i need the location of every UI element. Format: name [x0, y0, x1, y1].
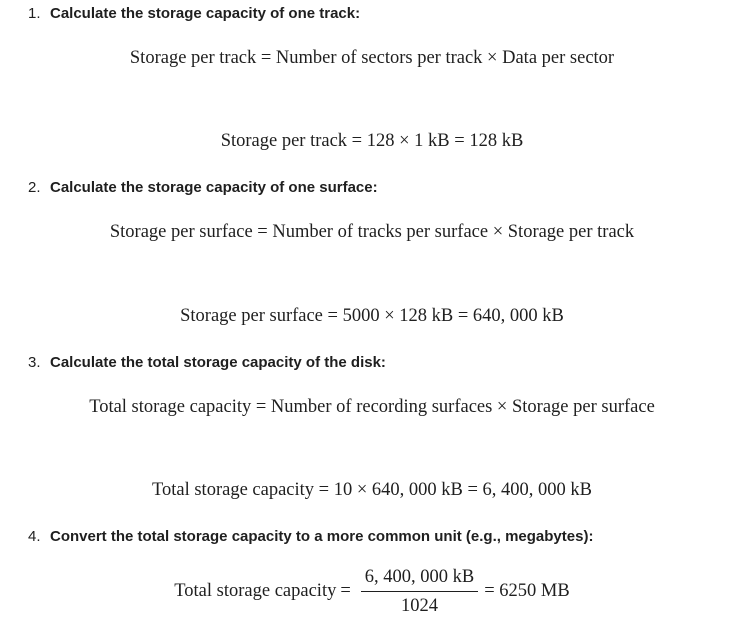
- fraction-denominator: 1024: [401, 596, 438, 616]
- step-4-conversion: [0, 566, 744, 617]
- conversion-lhs: Total storage capacity: [174, 581, 337, 601]
- step-title: Convert the total storage capacity to a more common unit (e.g., megabytes):: [50, 528, 594, 545]
- step-number: 1.: [28, 5, 41, 22]
- conversion-result: = 6250 MB: [484, 581, 570, 601]
- step-4-heading: [28, 527, 593, 547]
- step-1-formula: Storage per track = Number of sectors per track × Data per sector: [129, 48, 615, 68]
- fraction-numerator: 6, 400, 000 kB: [361, 566, 478, 592]
- step-3-formula: Total storage capacity = Number of recording surfaces × Storage per surface: [89, 397, 655, 417]
- step-2-formula: Storage per surface = Number of tracks per surface × Storage per track: [109, 222, 635, 242]
- step-1-calculation: Storage per track = 128 × 1 kB = 128 kB: [220, 131, 524, 151]
- step-2-calculation: Storage per surface = 5000 × 128 kB = 640, 000 kB: [180, 306, 564, 326]
- fraction: [361, 566, 478, 617]
- step-title: Calculate the total storage capacity of the disk:: [50, 354, 386, 371]
- step-1-heading: [28, 4, 360, 24]
- step-2-heading: [28, 178, 378, 198]
- step-number: 2.: [28, 179, 41, 196]
- equals-sign: =: [340, 581, 351, 601]
- step-number: 4.: [28, 528, 41, 545]
- step-3-calculation: Total storage capacity = 10 × 640, 000 kB = 6, 400, 000 kB: [151, 480, 593, 500]
- step-title: Calculate the storage capacity of one surface:: [50, 179, 378, 196]
- step-title: Calculate the storage capacity of one track:: [50, 5, 361, 22]
- step-3-heading: [28, 353, 386, 373]
- step-number: 3.: [28, 354, 41, 371]
